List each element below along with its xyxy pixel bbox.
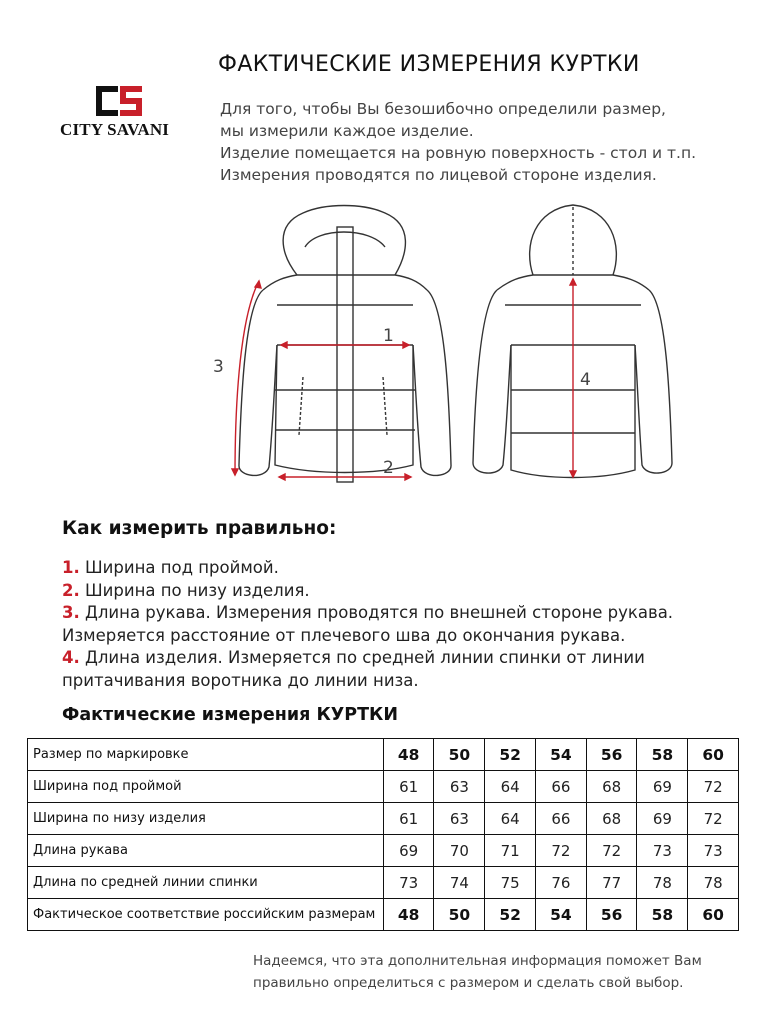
table-cell: 54 xyxy=(535,739,586,771)
table-cell: 75 xyxy=(485,867,536,899)
closing-note xyxy=(253,950,702,994)
step-item: 1. Ширина под проймой. xyxy=(62,558,279,577)
size-table xyxy=(27,738,739,931)
table-cell: 52 xyxy=(485,899,536,931)
how-to-heading: Как измерить правильно: xyxy=(62,518,337,539)
table-cell: 66 xyxy=(535,803,586,835)
table-cell: 69 xyxy=(637,803,688,835)
row-label: Длина рукава xyxy=(28,835,384,867)
table-cell: 72 xyxy=(535,835,586,867)
table-cell: 64 xyxy=(485,771,536,803)
table-cell: 63 xyxy=(434,803,485,835)
table-cell: 69 xyxy=(637,771,688,803)
table-cell: 72 xyxy=(688,771,739,803)
table-cell: 73 xyxy=(688,835,739,867)
table-cell: 50 xyxy=(434,739,485,771)
measure-label-4: 4 xyxy=(580,370,591,390)
table-cell: 72 xyxy=(586,835,637,867)
intro-line: Для того, чтобы Вы безошибочно определили размер, xyxy=(220,100,666,118)
table-cell: 74 xyxy=(434,867,485,899)
jacket-front-illustration xyxy=(239,206,451,483)
table-cell: 54 xyxy=(535,899,586,931)
jacket-diagram xyxy=(205,195,685,495)
intro-line: мы измерили каждое изделие. xyxy=(220,122,474,140)
closing-line: Надеемся, что эта дополнительная информация поможет Вам xyxy=(253,953,702,969)
table-row xyxy=(28,899,739,931)
table-cell: 56 xyxy=(586,899,637,931)
table-cell: 78 xyxy=(637,867,688,899)
table-cell: 58 xyxy=(637,899,688,931)
table-cell: 64 xyxy=(485,803,536,835)
table-cell: 69 xyxy=(383,835,434,867)
measure-label-1: 1 xyxy=(383,326,394,346)
table-cell: 61 xyxy=(383,771,434,803)
table-cell: 73 xyxy=(637,835,688,867)
row-label: Размер по маркировке xyxy=(28,739,384,771)
intro-text xyxy=(220,98,696,186)
table-row xyxy=(28,835,739,867)
measure-label-3: 3 xyxy=(213,357,224,377)
table-cell: 60 xyxy=(688,739,739,771)
step-item: 4. Длина изделия. Измеряется по средней линии спинки от линии xyxy=(62,648,645,668)
brand-emblem-icon xyxy=(94,84,144,118)
table-cell: 78 xyxy=(688,867,739,899)
table-cell: 48 xyxy=(383,739,434,771)
table-cell: 61 xyxy=(383,803,434,835)
closing-line: правильно определиться с размером и сделать свой выбор. xyxy=(253,975,684,991)
row-label: Длина по средней линии спинки xyxy=(28,867,384,899)
table-cell: 48 xyxy=(383,899,434,931)
table-row xyxy=(28,771,739,803)
table-cell: 70 xyxy=(434,835,485,867)
step-item: притачивания воротника до линии низа. xyxy=(62,670,419,690)
table-row xyxy=(28,739,739,771)
brand-name: CITY SAVANI xyxy=(60,120,170,139)
step-item: 2. Ширина по низу изделия. xyxy=(62,580,310,600)
brand-logo xyxy=(60,84,200,139)
table-cell: 52 xyxy=(485,739,536,771)
table-cell: 58 xyxy=(637,739,688,771)
measurement-lines xyxy=(232,279,576,480)
intro-line: Измерения проводятся по лицевой стороне изделия. xyxy=(220,166,657,184)
row-label: Ширина под проймой xyxy=(28,771,384,803)
intro-line: Изделие помещается на ровную поверхность - стол и т.п. xyxy=(220,144,697,162)
table-cell: 56 xyxy=(586,739,637,771)
table-cell: 68 xyxy=(586,803,637,835)
step-item: 3. Длина рукава. Измерения проводятся по внешней стороне рукава. xyxy=(62,603,674,623)
table-heading: Фактические измерения КУРТКИ xyxy=(62,705,398,725)
table-cell: 60 xyxy=(688,899,739,931)
table-cell: 76 xyxy=(535,867,586,899)
table-cell: 72 xyxy=(688,803,739,835)
measure-label-2: 2 xyxy=(383,458,394,478)
table-cell: 71 xyxy=(485,835,536,867)
row-label: Фактическое соответствие российским размерам xyxy=(28,899,384,931)
table-cell: 77 xyxy=(586,867,637,899)
how-to-steps xyxy=(62,557,673,693)
table-row xyxy=(28,803,739,835)
page-title: ФАКТИЧЕСКИЕ ИЗМЕРЕНИЯ КУРТКИ xyxy=(218,52,640,77)
table-cell: 50 xyxy=(434,899,485,931)
table-row xyxy=(28,867,739,899)
row-label: Ширина по низу изделия xyxy=(28,803,384,835)
table-cell: 66 xyxy=(535,771,586,803)
table-cell: 63 xyxy=(434,771,485,803)
step-item: Измеряется расстояние от плечевого шва до окончания рукава. xyxy=(62,625,626,645)
table-cell: 68 xyxy=(586,771,637,803)
table-cell: 73 xyxy=(383,867,434,899)
